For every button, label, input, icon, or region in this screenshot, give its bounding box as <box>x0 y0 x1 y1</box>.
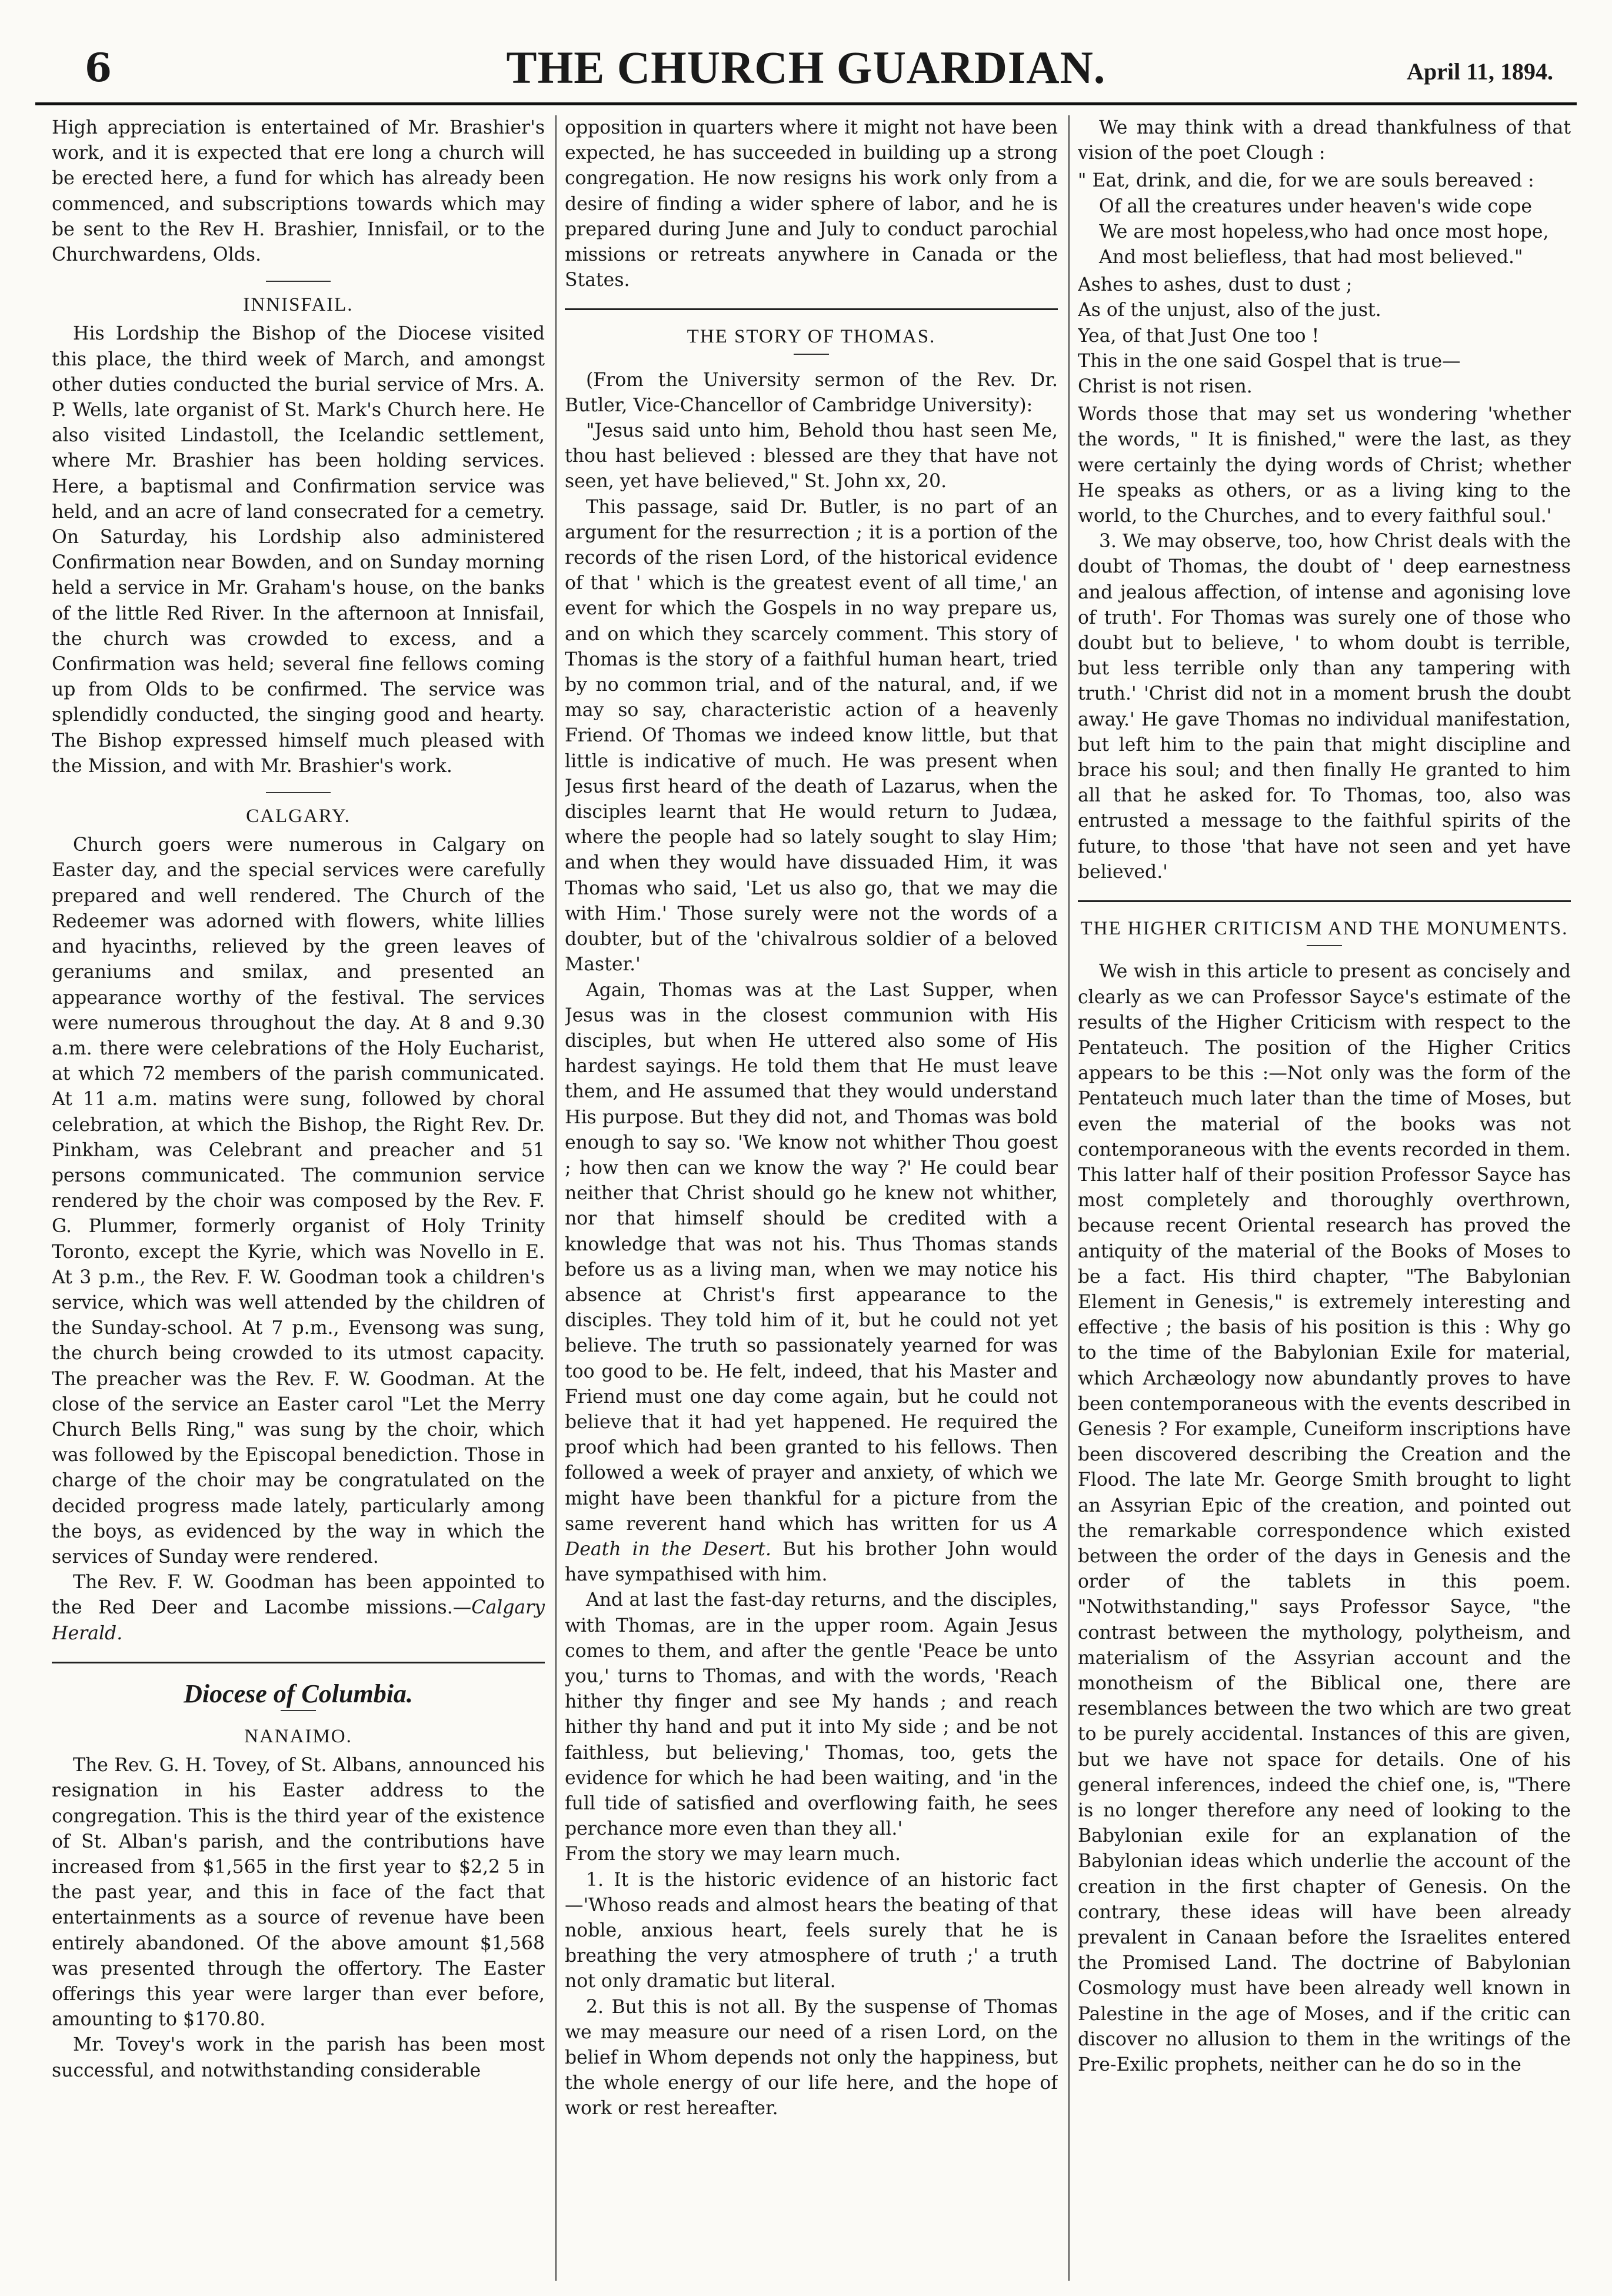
nanaimo-paragraph-2: Mr. Tovey's work in the parish has been most successful, and notwithstanding considerable <box>52 2034 545 2081</box>
column-divider-1 <box>555 115 557 2281</box>
higher-criticism-heading: THE HIGHER CRITICISM AND THE MONUMENTS. <box>1080 918 1568 940</box>
calgary-paragraph: Church goers were numerous in Calgary on Easter day, and the special services were carefully prepared and well rendered. The Church of the Redeemer was adorned with flowers, white lillies and hyacinths, relieved by the green leaves of geraniums and smilax, and presented an appearance worthy of the festival. The services were numerous throughout the day. At 8 and 9.30 a.m. there were celebrations of the Holy Eucharist, at which 72 members of the parish communicated. At 11 a.m. matins were sung, followed by choral celebration, at which the Bishop, the Right Rev. Dr. Pinkham, was Celebrant and preacher and 51 persons communicated. The communion service rendered by the choir was composed by the Rev. F. G. Plummer, formerly organist of Holy Trinity Toronto, except the Kyrie, which was Novello in E. At 3 p.m., the Rev. F. W. Goodman took a children's service, which was well attended by the children of the Sunday-school. At 7 p.m., Evensong was sung, the church being crowded to its utmost capacity. The preacher was the Rev. F. W. Goodman. At the close of the service an Easter carol "Let the Merry Church Bells Ring," was sung by the choir, which was followed by the Episcopal benediction. Those in charge of the choir may be congratulated on the decided progress made lately, particularly among the boys, as evidenced by the way in which the services of Sunday were rendered. <box>52 834 545 1568</box>
thomas-paragraph-3: And at last the fast-day returns, and the disciples, with Thomas, are in the upper room. Again Jesus comes to them, and after the gentle 'Peace be unto you,' turns to Thomas, and with the words, 'Reach hither thy finger and see My hands ; and reach hither thy hand and put it into My side ; and be not faithless, but believing,' Thomas, too, gets the evidence for which he had been waiting, and 'in the full tide of satisfied and overflowing faith, he sees perchance more even than they all.' <box>565 1589 1058 1840</box>
section-rule <box>281 1710 316 1711</box>
poem-line: As of the unjust, also of the just. <box>1078 300 1381 321</box>
thomas-p2-title: A Death in the Desert. <box>565 1513 1058 1560</box>
calgary-paragraph-2 <box>52 1570 545 1646</box>
newspaper-title: THE CHURCH GUARDIAN. <box>506 42 1106 93</box>
poem-line: Of all the creatures under heaven's wide cope <box>1099 195 1532 217</box>
section-rule <box>1078 900 1571 902</box>
poem-line: This in the one said Gospel that is true— <box>1078 350 1461 372</box>
poem-line: " Eat, drink, and die, for we are souls bereaved : <box>1078 170 1534 192</box>
thomas-paragraph-6: 2. But this is not all. By the suspense of Thomas we may measure our need of a risen Lord, on the belief in Whom depends not only the happiness, but the whole energy of our life here, and the hope of work or rest hereafter. <box>565 1996 1058 2119</box>
thomas-heading: THE STORY OF THOMAS. <box>687 326 936 348</box>
brashier-paragraph: High appreciation is entertained of Mr. Brashier's work, and it is expected that ere long a church will be erected here, a fund for which has already been commenced, and subscriptions towards which may be sent to the Rev H. Brashier, Innisfail, or to the Churchwardens, Olds. <box>52 117 545 266</box>
section-rule <box>1307 945 1342 946</box>
poem-line: Ashes to ashes, dust to dust ; <box>1078 274 1353 296</box>
innisfail-paragraph: His Lordship the Bishop of the Diocese visited this place, the third week of March, and amongst other duties conducted the burial service of Mrs. A. P. Wells, late organist of St. Mark's Church here. He also visited Lindastoll, the Icelandic settlement, where Mr. Brashier has been holding services. Here, a baptismal and Confirmation service was held, and an acre of land consecrated for a cemetry. On Saturday, his Lordship also administered Confirmation near Bowden, and on Sunday morning held a service in Mr. Graham's house, on the banks of the little Red River. In the afternoon at Innisfail, the church was crowded to excess, and a Confirmation was held; several fine fellows coming up from Olds to be confirmed. The service was splendidly conducted, the singing good and hearty. The Bishop expressed himself much pleased with the Mission, and with Mr. Brashier's work. <box>52 323 545 777</box>
issue-date: April 11, 1894. <box>1407 58 1553 85</box>
section-rule <box>794 354 829 355</box>
thomas-paragraph-1: This passage, said Dr. Butler, is no part of an argument for the resurrection ; it is a portion of the records of the risen Lord, of the historical evidence of that ' which is the greatest event of all time,' an event for which the Gospels in no way prepare us, and on which they scarcely comment. This story of Thomas is the story of a faithful human heart, tried by no common trial, and of the natural, and, if we may so say, characteristic action of a heavenly Friend. Of Thomas we indeed know little, but that little is indicative of much. He was present when Jesus first heard of the death of Lazarus, when the disciples learnt that He would return to Judæa, where the people had so lately sought to slay Him; and when they would have dissuaded Him, it was Thomas who said, 'Let us also go, that we may die with Him.' Those surely were not the words of a doubter, but of the 'chivalrous soldier of a beloved Master.' <box>565 496 1058 976</box>
poem-line: Yea, of that Just One too ! <box>1078 325 1320 347</box>
words-paragraph: Words those that may set us wondering 'whether the words, " It is finished," were the last, as they were certainly the dying words of Christ; whether He speaks as others, or as a living king to the world, to the Churches, and to every faithful soul.' <box>1078 404 1571 527</box>
thomas-paragraph-4: From the story we may learn much. <box>565 1844 901 1865</box>
thomas-paragraph-5: 1. It is the historic evidence of an historic fact—'Whoso reads and almost hears the beating of that noble, anxious heart, feels surely that he is breathing the very atmosphere of truth ;' a truth not only dramatic but literal. <box>565 1869 1058 1992</box>
diocese-heading: Diocese of Columbia. <box>184 1679 413 1708</box>
section-rule <box>565 308 1058 310</box>
masthead <box>35 21 1577 98</box>
page-number: 6 <box>85 45 112 91</box>
poem-line: Christ is not risen. <box>1078 376 1253 398</box>
calgary-appointment: The Rev. F. W. Goodman has been appointed to the Red Deer and Lacombe missions. <box>52 1572 545 1619</box>
clough-poem-2 <box>1078 272 1571 400</box>
clough-intro: We may think with a dread thankfulness of that vision of the poet Clough : <box>1078 117 1571 164</box>
innisfail-heading: INNISFAIL. <box>243 294 354 316</box>
thomas-p2-end: But his brother John would have sympathised with him. <box>565 1538 1058 1586</box>
poem-line: And most beliefless, that had most believed." <box>1099 247 1523 268</box>
thomas-scripture: "Jesus said unto him, Behold thou hast seen Me, thou hast believed : blessed are they that have not seen, yet have believed," St. John xx, 20. <box>565 420 1058 493</box>
higher-criticism-paragraph: We wish in this article to present as concisely and clearly as we can Professor Sayce's estimate of the results of the Higher Criticism with respect to the Pentateuch. The position of the Higher Critics appears to be this :—Not only was the form of the Pentateuch much later than the time of Moses, but even the material of the books was not contemporaneous with the events recorded in them. This latter half of their position Professor Sayce has most completely and thoroughly overthrown, because recent Oriental research has proved the antiquity of the material of the Books of Moses to be a fact. His third chapter, "The Babylonian Element in Genesis," is extremely interesting and effective ; the basis of his position is this : Why go to the time of the Babylonian Exile for material, which Archæology now abundantly proves to have been contemporaneous with the events described in Genesis ? For example, Cuneiform inscriptions have been discovered describing the Creation and the Flood. The late Mr. George Smith brought to light an Assyrian Epic of the creation, and pointed out the remarkable correspondence which existed between the order of the days in Genesis and the order of the tablets in this poem. "Notwithstanding," says Professor Sayce, "the contrast between the mythology, polytheism, and materialism of the Assyrian account and the monotheism of the Biblical one, there are resemblances between the two which are two great to be purely accidental. Instances of this are given, but we have not space for details. One of his general inferences, indeed the chief one, is, "There is no longer therefore any need of looking to the Babylonian exile for an explanation of the Babylonian ideas which underlie the account of the creation in the first chapter of Genesis. On the contrary, these ideas will have been already prevalent in Canaan before the Israelites entered the Promised Land. The doctrine of Babylonian Cosmology must have been already well known in Palestine in the age of Moses, and if the critic can discover no allusion to them in the writings of the Pre-Exilic prophets, neither can he do so in the <box>1078 961 1571 2076</box>
column-3 <box>1078 115 1571 2281</box>
thomas-source: (From the University sermon of the Rev. Dr. Butler, Vice-Chancellor of Cambridge University): <box>565 369 1058 416</box>
nanaimo-heading: NANAIMO. <box>244 1725 352 1747</box>
clough-poem <box>1078 168 1571 270</box>
nanaimo-paragraph: The Rev. G. H. Tovey, of St. Albans, announced his resignation in his Easter address to the congregation. This is the third year of the existence of St. Alban's parish, and the contributions have increased from $1,565 in the first year to $2,2 5 in the past year, and this in face of the fact that entertainments as a source of revenue have been entirely abandoned. Of the above amount $1,568 was presented through the offertory. The Easter offerings this year were larger than ever before, amounting to $170.80. <box>52 1755 545 2031</box>
masthead-rule <box>35 102 1577 105</box>
column-divider-2 <box>1068 115 1070 2281</box>
section-rule <box>52 1662 545 1663</box>
thomas-paragraph-2 <box>565 978 1058 1588</box>
column-1 <box>52 115 545 2281</box>
thomas-p2-text: Again, Thomas was at the Last Supper, when Jesus was in the closest communion with His disciples, but when He uttered also some of His hardest sayings. He told them that He must leave them, and He assumed that they would understand His purpose. But they did not, and Thomas was bold enough to say so. 'We know not whither Thou goest ; how then can we know the way ?' He could bear neither that Christ should go he knew not whither, nor that himself should be credited with a knowledge that was not his. Thus Thomas stands before us as a living man, when we may notice his absence at Christ's first appearance to the disciples. They told him of it, but he could not yet believe. The truth so passionately yearned for was too good to be. He felt, indeed, that his Master and Friend must one day come again, but he could not believe that it had yet happened. He required the proof which had been granted to his fellows. Then followed a week of prayer and anxiety, of which we might have been thankful for a picture from the same reverent hand which has written for us <box>565 979 1058 1535</box>
section-rule <box>266 792 331 793</box>
section-rule <box>266 281 331 282</box>
poem-line: We are most hopeless,who had once most hope, <box>1099 221 1549 242</box>
calgary-heading: CALGARY. <box>246 806 351 827</box>
column-2 <box>565 115 1058 2281</box>
thomas-paragraph-7: 3. We may observe, too, how Christ deals with the doubt of Thomas, the doubt of ' deep earnestness and jealous affection, of intense and agonising love of truth'. For Thomas was surely one of those who doubt but to believe, ' to whom doubt is terrible, but less terrible only than any tampering with truth.' 'Christ did not in a moment brush the doubt away.' He gave Thomas no individual manifestation, but left him to the pain that might discipline and brace his soul; and then finally He granted to him all that he asked for. To Thomas, too, also was entrusted a message to the faithful spirits of the future, to those 'that have not seen and yet have believed.' <box>1078 531 1571 883</box>
tovey-continuation: opposition in quarters where it might not have been expected, he has succeeded in building up a strong congregation. He now resigns his work only from a desire of finding a wider sphere of labor, and he is prepared during June and July to conduct parochial missions or retreats anywhere in Canada or the States. <box>565 117 1058 291</box>
calgary-credit: —Calgary Herald. <box>52 1597 545 1644</box>
